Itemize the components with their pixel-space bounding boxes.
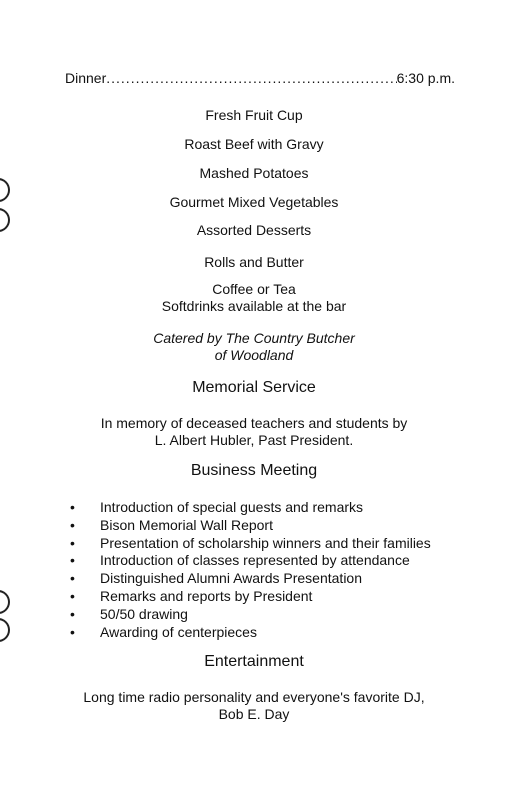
- bullet-icon: •: [70, 499, 75, 515]
- list-item: [70, 606, 431, 624]
- entertainment-heading: Entertainment: [204, 653, 304, 670]
- entertainment-text: Long time radio personality and everyone's favorite DJ,: [83, 689, 425, 705]
- memorial-heading: Memorial Service: [192, 379, 316, 396]
- agenda-item-text: Distinguished Alumni Awards Presentation: [100, 570, 363, 587]
- memorial-text: In memory of deceased teachers and students by: [100, 415, 408, 431]
- bullet-icon: •: [70, 623, 75, 640]
- business-heading: Business Meeting: [190, 462, 318, 479]
- business-agenda-list: [70, 499, 431, 641]
- list-item: [70, 517, 431, 535]
- agenda-item-text: Awarding of centerpieces: [100, 623, 257, 640]
- agenda-item-text: Introduction of classes represented by attendance: [100, 552, 410, 569]
- caterer-line: Catered by The Country Butcher: [153, 330, 355, 346]
- bullet-icon: •: [70, 605, 75, 622]
- binder-hole-mark: [0, 618, 10, 642]
- bullet-icon: •: [70, 516, 75, 533]
- binder-hole-mark: [0, 590, 10, 614]
- bullet-icon: •: [70, 587, 75, 604]
- beverage-line: Softdrinks available at the bar: [161, 298, 347, 314]
- agenda-item-text: Bison Memorial Wall Report: [100, 516, 273, 533]
- dinner-time: 6:30 p.m.: [396, 70, 455, 86]
- bullet-icon: •: [70, 534, 75, 551]
- list-item: [70, 570, 431, 588]
- menu-item: Rolls and Butter: [204, 254, 304, 270]
- menu-item: Gourmet Mixed Vegetables: [169, 194, 339, 210]
- agenda-item-text: Introduction of special guests and remarks: [100, 499, 364, 515]
- list-item: [70, 624, 431, 642]
- bullet-icon: •: [70, 570, 75, 587]
- menu-item: Roast Beef with Gravy: [184, 136, 324, 152]
- bullet-icon: •: [70, 552, 75, 569]
- menu-item: Mashed Potatoes: [199, 165, 309, 181]
- memorial-text: L. Albert Hubler, Past President.: [154, 432, 354, 448]
- menu-item: Assorted Desserts: [196, 222, 312, 238]
- beverage-line: Coffee or Tea: [212, 281, 296, 297]
- list-item: [70, 499, 431, 517]
- dinner-time-line: [65, 70, 455, 86]
- list-item: [70, 535, 431, 553]
- list-item: [70, 552, 431, 570]
- agenda-item-text: 50/50 drawing: [100, 605, 188, 622]
- caterer-line: of Woodland: [214, 347, 294, 363]
- dinner-label: Dinner: [65, 70, 107, 86]
- list-item: [70, 588, 431, 606]
- menu-item: Fresh Fruit Cup: [205, 107, 303, 123]
- agenda-item-text: Presentation of scholarship winners and their families: [100, 534, 431, 551]
- dot-leader: [106, 70, 396, 86]
- entertainment-text: Bob E. Day: [218, 706, 290, 722]
- agenda-item-text: Remarks and reports by President: [100, 587, 313, 604]
